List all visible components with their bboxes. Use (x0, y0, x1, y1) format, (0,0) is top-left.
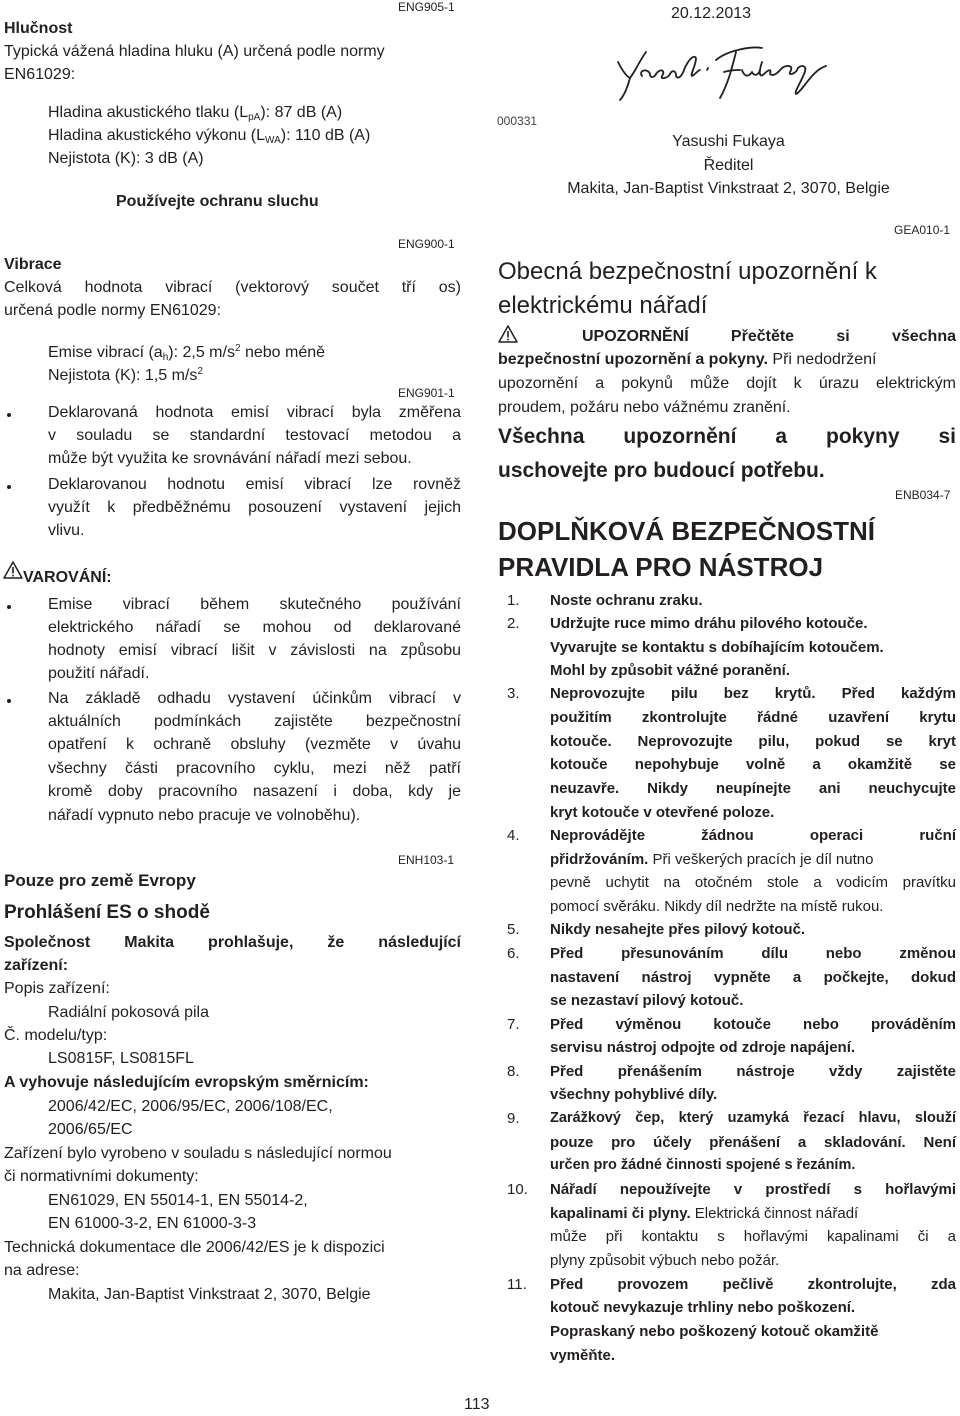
rule-text: Vyvarujte se kontaktu s dobíhajícím kotoučem. (550, 639, 884, 656)
rule-text: nastavení nástroj vypněte a počkejte, dokud (550, 969, 956, 986)
rule-number: 9. (507, 1110, 520, 1127)
section-code: ENG905-1 (398, 0, 455, 14)
declared-value-text: v souladu se standardní testovací metodou a (48, 427, 461, 444)
europe-only-heading: Pouze pro země Evropy (4, 871, 196, 890)
rule-text: servisu nástroj odpojte od zdroje napájení. (550, 1039, 856, 1056)
rule-text: Před výměnou kotouče nebo prováděním (550, 1016, 956, 1033)
rule-text: Noste ochranu zraku. (550, 592, 703, 609)
noise-intro: Typická vážená hladina hluku (A) určená podle normy (4, 43, 385, 60)
caution-text: UPOZORNĚNÍ Přečtěte si všechna (582, 328, 956, 345)
rule-text: Zarážkový čep, který uzamyká řezací hlavu, slouží (550, 1110, 956, 1126)
declared-value-text: vlivu. (48, 522, 85, 539)
model-value: LS0815F, LS0815FL (48, 1050, 194, 1067)
warning-text: kromě doby pracovního nasazení i doba, kdy je (48, 783, 461, 800)
warning-text: Na základě odhadu vystavení účinkům vibrací v (48, 690, 461, 707)
rule-text: neuzavře. Nikdy neupínejte ani neuchycujte (550, 780, 956, 797)
keep-instructions-text: Všechna upozornění a pokyny si (498, 425, 956, 448)
tech-docs-address: Makita, Jan-Baptist Vinkstraat 2, 3070, Belgie (48, 1286, 371, 1303)
section-code: ENG900-1 (398, 237, 455, 251)
vibration-uncertainty: Nejistota (K): 1,5 $m/s^2$ (48, 366, 203, 384)
rule-text: Před provozem pečlivě zkontrolujte, zda (550, 1276, 956, 1293)
section-code: ENB034-7 (895, 488, 951, 502)
directives-label: A vyhovuje následujícím evropským směrnicím: (4, 1074, 369, 1091)
general-safety-heading-line: Obecná bezpečnostní upozornění k (498, 258, 877, 285)
rule-text: Neprovádějte žádnou operaci ruční (550, 827, 956, 844)
rule-text: použitím zkontrolujte řádné uzavření krytu (550, 709, 956, 726)
rule-text: kryt kotouče v otevřené poloze. (550, 804, 775, 821)
rule-text: kotouč nevykazuje trhliny nebo poškození. (550, 1299, 856, 1316)
company-statement: zařízení: (4, 957, 69, 974)
rule-text: může při kontaktu s hořlavými kapalinami či a (550, 1228, 956, 1245)
page-number: 113 (464, 1396, 490, 1413)
rule-text: Mohl by způsobit vážné poranění. (550, 662, 791, 679)
warning-text: Emise vibrací během skutečného používání (48, 596, 461, 613)
section-code: ENG901-1 (398, 386, 455, 400)
ec-declaration-heading: Prohlášení ES o shodě (4, 902, 210, 923)
section-code: ENH103-1 (398, 853, 455, 867)
vibration-intro: Celková hodnota vibrací (vektorový součet tří os) (4, 279, 461, 296)
warning-text: všechny části pracovního cyklu, mezi něž patří (48, 760, 461, 777)
signatory-role: Ředitel (703, 157, 754, 174)
directives-value: 2006/65/EC (48, 1121, 133, 1138)
rule-text: vyměňte. (550, 1347, 616, 1364)
section-code: GEA010-1 (894, 223, 951, 237)
rule-text: Nářadí nepoužívejte v prostředí s hořlavými (550, 1181, 956, 1198)
hearing-protection-note: Používejte ochranu sluchu (116, 193, 319, 210)
signatory-address: Makita, Jan-Baptist Vinkstraat 2, 3070, Belgie (567, 180, 890, 197)
warning-triangle-icon (3, 561, 23, 579)
model-label: Č. modelu/typ: (4, 1027, 108, 1044)
additional-rules-heading (498, 513, 875, 585)
rule-text: pomocí svěráku. Nikdy díl nedržte na místě rukou. (550, 898, 884, 915)
rule-number: 4. (507, 827, 520, 844)
noise-uncertainty: Nejistota (K): 3 dB (A) (48, 150, 204, 167)
rule-text: plyny způsobit výbuch nebo požár. (550, 1252, 780, 1269)
signature-image (612, 40, 838, 106)
standards-value: EN61029, EN 55014-1, EN 55014-2, (48, 1192, 308, 1209)
rule-number: 3. (507, 685, 520, 702)
standards-label: Zařízení bylo vyrobeno v souladu s následující normou (4, 1145, 392, 1162)
rule-number: 10. (507, 1181, 528, 1198)
rule-text: pevně uchytit na otočném stole a vodicím pravítku (550, 874, 956, 891)
general-safety-heading (498, 255, 877, 323)
signatory-name: Yasushi Fukaya (672, 133, 785, 150)
declared-value-text: využít k předběžnému posouzení vystavení jejich (48, 499, 461, 516)
sound-power: Hladina akustického výkonu $(L_{WA})$: 110 dB (A) (48, 127, 371, 146)
declared-value-text: Deklarovaná hodnota emisí vibrací byla změřena (48, 404, 461, 421)
caution-text: bezpečnostní upozornění a pokyny. Při nedodržení (498, 351, 877, 368)
declared-value-text: Deklarovanou hodnotu emisí vibrací lze rovněž (48, 476, 461, 493)
rule-text: pouze pro účely přenášení a skladování. Není (550, 1134, 956, 1151)
caution-text: upozornění a pokynů může dojít k úrazu elektrickým (498, 375, 956, 392)
vibration-emission: Emise vibrací $(a_h)$: 2,5 $m/s^2$ nebo méně (48, 343, 326, 363)
rule-text: přidržováním. Při veškerých pracích je díl nutno (550, 851, 874, 868)
bullet (7, 485, 11, 489)
company-statement: Společnost Makita prohlašuje, že následující (4, 934, 461, 951)
rule-number: 2. (507, 615, 520, 632)
rule-text: se nezastaví pilový kotouč. (550, 992, 744, 1009)
rule-text: Nikdy nesahejte přes pilový kotouč. (550, 921, 806, 938)
warning-text: použití nářadí. (48, 665, 150, 682)
warning-text: elektrického nářadí se mohou od deklarované (48, 619, 461, 636)
warning-text: hodnoty emisí vibrací lišit v závislosti na způsobu (48, 642, 461, 659)
rule-number: 8. (507, 1063, 520, 1080)
bullet (7, 605, 11, 609)
standards-value: EN 61000-3-2, EN 61000-3-3 (48, 1215, 257, 1232)
rule-number: 1. (507, 592, 520, 609)
directives-value: 2006/42/EC, 2006/95/EC, 2006/108/EC, (48, 1098, 333, 1115)
warning-triangle-icon (498, 325, 518, 343)
declaration-date: 20.12.2013 (671, 5, 752, 22)
rule-text: Před přenášením nástroje vždy zajistěte (550, 1063, 956, 1080)
warning-text: opatření k ochraně obsluhy (vezměte v úvahu (48, 736, 461, 753)
vibration-intro: určená podle normy EN61029: (4, 302, 222, 319)
bullet (7, 413, 11, 417)
rule-text: kotouče. Neprovozujte pilu, pokud se kryt (550, 733, 956, 750)
additional-rules-heading-line: DOPLŇKOVÁ BEZPEČNOSTNÍ (498, 516, 876, 546)
noise-heading: Hlučnost (4, 20, 73, 37)
rule-number: 11. (507, 1276, 527, 1293)
rule-text: kotouče nepohybuje volně a okamžitě se (550, 756, 956, 773)
rule-number: 7. (507, 1016, 520, 1033)
rule-text: všechny pohyblivé díly. (550, 1086, 718, 1103)
additional-rules-heading-line: PRAVIDLA PRO NÁSTROJ (498, 552, 824, 582)
description-value: Radiální pokosová pila (48, 1004, 209, 1021)
rule-text: Před přesunováním dílu nebo změnou (550, 945, 956, 962)
rule-text: Udržujte ruce mimo dráhu pilového kotouče. (550, 615, 868, 632)
rule-number: 6. (507, 945, 520, 962)
sound-pressure: Hladina akustického tlaku $(L_{pA})$: 87 dB (A) (48, 104, 343, 123)
description-label: Popis zařízení: (4, 980, 110, 997)
warning-text: aktuálních podmínkách zajistěte bezpečnostní (48, 713, 461, 730)
bullet (7, 699, 11, 703)
rule-text: Popraskaný nebo poškozený kotouč okamžitě (550, 1323, 879, 1340)
standards-label: či normativními dokumenty: (4, 1168, 199, 1185)
declared-value-text: může být využita ke srovnávání nářadí mezi sebou. (48, 450, 412, 467)
rule-number: 5. (507, 921, 520, 938)
rule-text: určen pro žádné činnosti spojené s řezáním. (550, 1157, 856, 1173)
general-safety-heading-line: elektrickému nářadí (498, 292, 708, 319)
rule-text: Neprovozujte pilu bez krytů. Před každým (550, 685, 956, 702)
rule-text: kapalinami či plyny. Elektrická činnost nářadí (550, 1205, 859, 1222)
keep-instructions-text: uschovejte pro budoucí potřebu. (498, 459, 825, 482)
caution-text: proudem, požáru nebo vážnému zranění. (498, 399, 791, 416)
noise-intro: EN61029: (4, 66, 76, 83)
warning-heading: VAROVÁNÍ: (23, 569, 112, 586)
tech-docs-label: na adrese: (4, 1262, 80, 1279)
warning-text: nářadí vypnuto nebo pracuje ve volnoběhu). (48, 807, 361, 824)
vibration-heading: Vibrace (4, 256, 62, 273)
document-number: 000331 (497, 114, 538, 128)
tech-docs-label: Technická dokumentace dle 2006/42/ES je k dispozici (4, 1239, 385, 1256)
